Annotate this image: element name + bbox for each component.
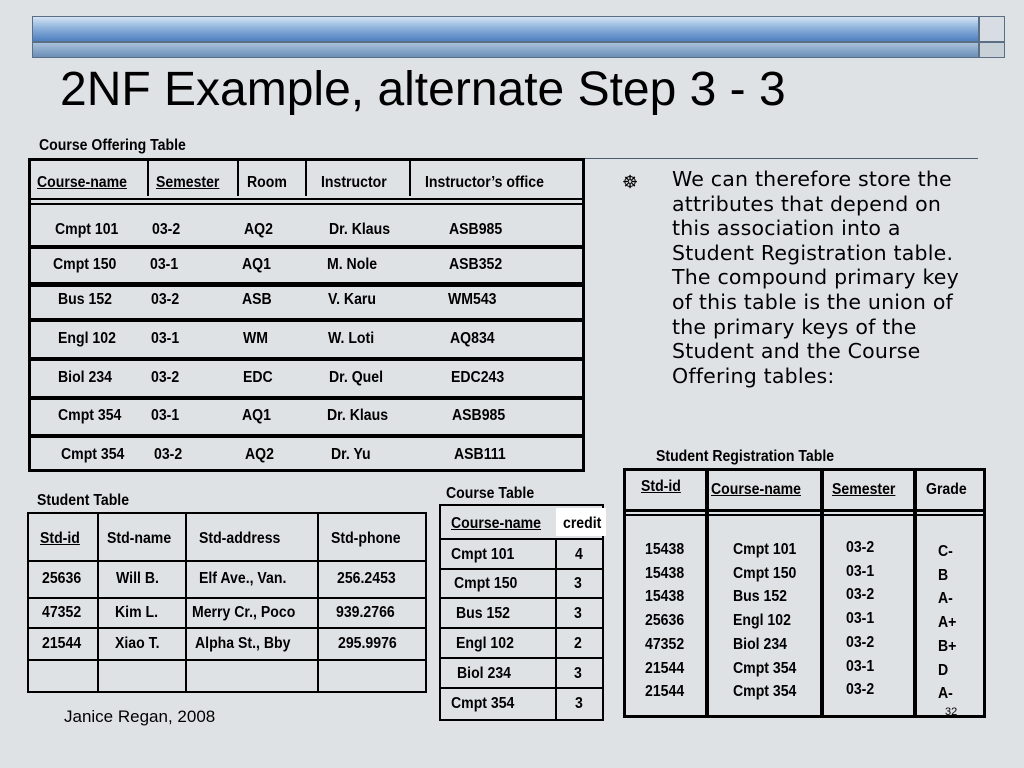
st-cell: 25636 [42, 570, 82, 587]
st-cell: 295.9976 [338, 635, 397, 652]
st-cell: Elf Ave., Van. [199, 570, 287, 587]
divider-line [585, 158, 978, 159]
co-cell: AQ2 [245, 446, 274, 463]
co-header-office: Instructor’s office [425, 174, 544, 191]
co-cell: ASB352 [449, 256, 503, 273]
bullet-text: We can therefore store the attributes that depend on this association into a Student Registration table. The compound primary key of this table is the union of the primary keys of the Student and the Course Offering tables: [672, 167, 959, 388]
co-cell: AQ1 [242, 256, 271, 273]
rt-header-course: Course-name [711, 481, 801, 498]
ct-cell: Cmpt 354 [451, 695, 515, 712]
ct-cell: 4 [575, 546, 583, 563]
co-cell: 03-1 [151, 407, 180, 424]
st-cell: 21544 [42, 635, 82, 652]
ct-cell: 3 [575, 695, 583, 712]
page-number: 32 [945, 706, 958, 718]
co-cell: V. Karu [328, 291, 377, 308]
co-cell: ASB985 [449, 221, 503, 238]
st-cell: Will B. [116, 570, 159, 587]
bullet-icon: ☸ [622, 172, 639, 192]
co-cell: M. Nole [327, 256, 378, 273]
co-cell: WM543 [448, 291, 497, 308]
ct-cell: Cmpt 150 [454, 575, 518, 592]
st-cell: Alpha St., Bby [195, 635, 291, 652]
st-header-phone: Std-phone [331, 530, 401, 547]
ct-cell: 3 [574, 575, 582, 592]
co-cell: Bus 152 [58, 291, 113, 308]
header-bar-lower [32, 42, 979, 58]
ct-cell: Cmpt 101 [451, 546, 515, 563]
co-cell: AQ1 [242, 407, 271, 424]
rt-semester-column: 03-2 03-1 03-2 03-1 03-2 03-1 03-2 [846, 539, 875, 699]
co-cell: 03-2 [151, 291, 180, 308]
co-cell: EDC243 [451, 369, 505, 386]
registration-table-label: Student Registration Table [656, 448, 835, 465]
co-cell: 03-2 [151, 369, 180, 386]
co-cell: EDC [243, 369, 273, 386]
ct-cell: Engl 102 [456, 635, 514, 652]
ct-cell: 3 [574, 605, 582, 622]
rt-header-grade: Grade [926, 481, 967, 498]
co-cell: AQ834 [450, 330, 495, 347]
rt-header-std-id: Std-id [641, 478, 681, 495]
st-header-id: Std-id [40, 530, 80, 547]
co-header-course-name: Course-name [37, 174, 127, 191]
co-cell: 03-1 [151, 330, 180, 347]
co-header-instructor: Instructor [321, 174, 387, 191]
co-cell: ASB111 [454, 446, 506, 463]
header-corner-box-lower [979, 42, 1005, 58]
st-cell: Kim L. [115, 604, 159, 621]
ct-cell: Biol 234 [457, 665, 511, 682]
co-cell: Cmpt 354 [58, 407, 122, 424]
slide-title: 2NF Example, alternate Step 3 - 3 [60, 63, 786, 116]
ct-header-credit: credit [563, 515, 602, 532]
co-header-room: Room [247, 174, 287, 191]
st-cell: 47352 [42, 604, 82, 621]
ct-header-course-name: Course-name [451, 515, 541, 532]
ct-cell: 3 [574, 665, 582, 682]
rt-header-semester: Semester [832, 481, 896, 498]
st-cell: Merry Cr., Poco [192, 604, 296, 621]
co-header-semester: Semester [156, 174, 220, 191]
header-bar [32, 16, 979, 42]
co-cell: Dr. Klaus [329, 221, 391, 238]
st-header-name: Std-name [107, 530, 172, 547]
header-corner-box [979, 16, 1005, 42]
footer-author: Janice Regan, 2008 [64, 707, 216, 726]
co-cell: Biol 234 [58, 369, 112, 386]
co-cell: 03-1 [150, 256, 179, 273]
co-cell: Dr. Yu [331, 446, 371, 463]
co-cell: Cmpt 101 [55, 221, 119, 238]
co-cell: WM [243, 330, 269, 347]
st-cell: Xiao T. [115, 635, 160, 652]
co-cell: W. Loti [328, 330, 375, 347]
st-header-address: Std-address [199, 530, 281, 547]
co-cell: Dr. Quel [329, 369, 383, 386]
rt-std-id-column: 15438 15438 15438 25636 47352 21544 21544 [645, 541, 685, 701]
co-cell: Dr. Klaus [327, 407, 389, 424]
co-cell: AQ2 [244, 221, 273, 238]
co-cell: ASB [242, 291, 272, 308]
ct-cell: Bus 152 [456, 605, 511, 622]
rt-grade-column: C- B A- A+ B+ D A- [938, 543, 957, 703]
st-cell: 939.2766 [336, 604, 395, 621]
course-offering-label: Course Offering Table [39, 137, 186, 154]
co-cell: Cmpt 354 [61, 446, 125, 463]
co-cell: 03-2 [152, 221, 181, 238]
rt-course-column: Cmpt 101 Cmpt 150 Bus 152 Engl 102 Biol 234 Cmpt 354 Cmpt 354 [733, 541, 797, 701]
st-cell: 256.2453 [337, 570, 396, 587]
co-cell: Cmpt 150 [53, 256, 117, 273]
ct-cell: 2 [574, 635, 582, 652]
co-cell: Engl 102 [58, 330, 116, 347]
course-table-label: Course Table [446, 485, 535, 502]
student-table-label: Student Table [37, 492, 130, 509]
co-cell: ASB985 [452, 407, 506, 424]
co-cell: 03-2 [154, 446, 183, 463]
